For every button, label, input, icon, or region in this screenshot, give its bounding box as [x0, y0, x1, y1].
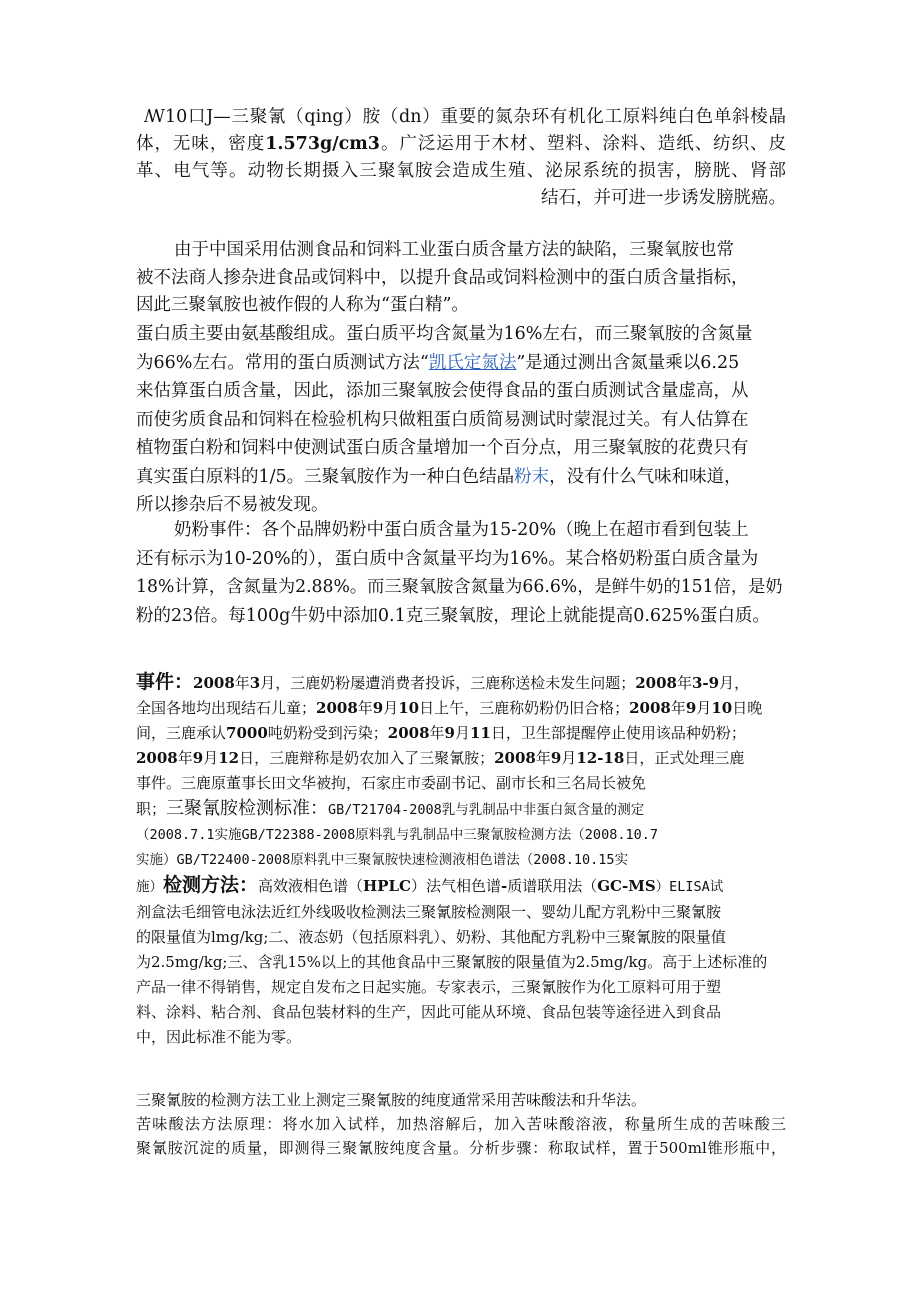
text-line: 料、涂料、粘合剂、食品包装材料的生产，因此可能从环境、食品包装等途径进入到食品 — [136, 1003, 722, 1021]
text-run: 日，正式处理三鹿 — [624, 749, 745, 767]
text-line: 粉的23倍。每100g牛奶中添加0.1克三聚氧胺，理论上就能提高0.625%蛋白质。 — [136, 605, 770, 626]
text-run: 2008 — [635, 674, 677, 692]
text-run: 2008 — [316, 699, 358, 717]
milk-powder-paragraph — [136, 516, 786, 630]
text-line — [136, 873, 786, 900]
protein-fraud-paragraph — [136, 237, 786, 320]
text-run: ）法气相色谱 — [410, 877, 501, 895]
text-run: 年 — [234, 674, 250, 692]
text-line — [136, 670, 786, 696]
text-line: 被不法商人掺杂进食品或饲料中，以提升食品或饲料检测中的蛋白质含量指标， — [136, 267, 749, 288]
text-run: GB/T21704-2008乳与乳制品中非蛋白氮含量的测定 — [328, 802, 645, 818]
text-run: 3 — [249, 674, 261, 692]
text-run: 2008 — [193, 674, 235, 692]
text-line: 奶粉事件：各个品牌奶粉中蛋白质含量为15-20%（晚上在超市看到包装上 — [174, 520, 749, 540]
text-run: 9 — [372, 699, 384, 717]
text-line: 18%计算，含氮量为2.88%。而三聚氧胺含氮量为66.6%，是鲜牛奶的151倍，是奶 — [136, 577, 783, 597]
text-run: 月 — [696, 699, 712, 717]
text-line: 苦味酸法方法原理：将水加入试样，加热溶解后，加入苦味酸溶液，称量所生成的苦味酸三 — [136, 1115, 786, 1133]
text-run: ”是通过测出含氮量乘以6.25 — [516, 352, 740, 373]
text-run: 职； — [136, 800, 167, 818]
text-run: 日，卫生部提醒停止使用该品种奶粉； — [490, 724, 746, 742]
text-run: 质谱联用法（ — [507, 877, 598, 895]
text-run: 月 — [454, 724, 470, 742]
text-line — [136, 158, 786, 185]
text-run: 月 — [383, 699, 399, 717]
text-run: 结石，并可进一步诱发膀胱癌。 — [541, 188, 786, 208]
powder-link[interactable]: 粉末 — [514, 466, 550, 487]
text-run: 年 — [676, 674, 692, 692]
text-run: 年 — [357, 699, 373, 717]
text-run: 年 — [535, 749, 551, 767]
text-line: 还有标示为10-20%的），蛋白质中含氮量平均为16%。某合格奶粉蛋白质含量为 — [136, 548, 759, 569]
text-line: 为2.5mg/kg;三、含乳15%以上的其他食品中三聚氰胺的限量值为2.5mg/kg。高于上述标准的 — [136, 953, 768, 971]
density-value: 1.573g/cm3 — [265, 134, 380, 154]
text-line: 产品一律不得销售，规定自发布之日起实施。专家表示，三聚氰胺作为化工原料可用于塑 — [136, 978, 722, 996]
text-line: 三聚氰胺的检测方法工业上测定三聚氰胺的纯度通常采用苦味酸法和升华法。 — [136, 1091, 647, 1109]
text-run: HPLC — [363, 877, 411, 895]
text-run: 3-9 — [692, 674, 720, 692]
text-run: 全国各地均出现结石儿童； — [136, 699, 317, 717]
text-line — [136, 696, 786, 721]
text-run: ）ELISA试 — [655, 879, 724, 895]
text-run: 2008 — [136, 749, 178, 767]
text-line — [136, 746, 786, 771]
text-run: 12-18 — [576, 749, 625, 767]
text-line: 中，因此标准不能为零。 — [136, 1028, 302, 1046]
kjeldahl-method-link[interactable]: 凯氏定氮法 — [428, 352, 517, 373]
text-run: 9 — [192, 749, 204, 767]
text-line: （2008.7.1实施GB/T22388-2008原料乳与乳制品中三聚氰胺检测方法（2008.10.7 — [136, 827, 658, 843]
text-line: 事件。三鹿原董事长田文华被拘，石家庄市委副书记、副市长和三名局长被免 — [136, 774, 647, 792]
text-line: 实施）GB/T22400-2008原料乳中三聚氰胺快速检测液相色谱法（2008.10.15实 — [136, 852, 629, 868]
text-run: GC-MS — [597, 877, 656, 895]
text-run: ，没有什么气味和味道， — [549, 466, 742, 487]
protein-composition-paragraph — [136, 320, 786, 520]
events-heading: 事件： — [136, 671, 194, 693]
text-run: 月 — [561, 749, 577, 767]
text-line: 而使劣质食品和饲料在检验机构只做粗蛋白质简易测试时蒙混过关。有人估算在 — [136, 409, 749, 430]
text-line: 剂盒法毛细管电泳法近红外线吸收检测法三聚氰胺检测限一、婴幼儿配方乳粉中三聚氰胺 — [136, 903, 722, 921]
text-line: 来估算蛋白质含量，因此，添加三聚氧胺会使得食品的蛋白质测试含量虚高，从 — [136, 381, 749, 401]
text-run: 9 — [685, 699, 697, 717]
text-line: 植物蛋白粉和饲料中使测试蛋白质含量增加一个百分点，用三聚氧胺的花费只有 — [136, 438, 749, 458]
text-run: 年 — [670, 699, 686, 717]
text-run: 为66%左右。常用的蛋白质测试方法“ — [136, 352, 429, 373]
text-line — [136, 104, 786, 131]
text-run: 月， — [719, 674, 750, 692]
text-run: 11 — [470, 724, 491, 742]
text-line — [136, 721, 786, 746]
text-run: 9 — [444, 724, 455, 742]
text-run: 。广泛运用于木材、塑料、涂料、造纸、纺织、皮 — [379, 134, 787, 154]
text-run: 日，三鹿辩称是奶农加入了三聚氰胺； — [239, 749, 495, 767]
text-run: 2008 — [387, 724, 430, 742]
text-run: 年 — [177, 749, 193, 767]
text-run: 2008 — [494, 749, 536, 767]
text-run: 10 — [711, 699, 733, 717]
text-run: 间，三鹿承认 — [136, 724, 227, 742]
text-line: 聚氰胺沉淀的质量，即测得三聚氰胺纯度含量。分析步骤：称取试样，置于500ml锥形瓶中， — [136, 1139, 786, 1157]
text-run: 体，无味，密度 — [136, 134, 266, 154]
text-line: 所以掺杂后不易被发现。 — [136, 495, 329, 515]
text-run: 12 — [218, 749, 240, 767]
text-run: 革、电气等。动物长期摄入三聚氧胺会造成生殖、泌尿系统的损害，膀胱、肾部 — [136, 161, 786, 181]
text-line — [136, 185, 786, 212]
text-line — [136, 463, 786, 492]
text-run: 高效液相色谱（ — [258, 877, 364, 895]
text-line — [136, 131, 786, 158]
text-run: 月 — [203, 749, 219, 767]
text-line: 因此三聚氧胺也被作假的人称为“蛋白精”。 — [136, 295, 469, 315]
text-run: 年 — [429, 724, 445, 742]
text-run: 日晚 — [732, 699, 763, 717]
standards-heading: 三聚氰胺检测标准： — [166, 798, 329, 819]
text-run: ꟿ10口J—三聚氰（qing）胺（dn）重要的氮杂环有机化工原料纯白色单斜棱晶 — [144, 107, 786, 127]
text-run: 10 — [398, 699, 420, 717]
intro-paragraph — [136, 104, 786, 212]
events-section — [136, 670, 786, 1050]
text-run: 月，三鹿奶粉屡遭消费者投诉，三鹿称送检未发生问题； — [260, 674, 636, 692]
text-line: 由于中国采用估测食品和饲料工业蛋白质含量方法的缺陷，三聚氧胺也常 — [174, 240, 734, 260]
text-line: 蛋白质主要由氨基酸组成。蛋白质平均含氮量为16%左右，而三聚氧胺的含氮量 — [136, 324, 753, 344]
text-run: 9 — [550, 749, 562, 767]
text-run: 真实蛋白原料的1/5。三聚氧胺作为一种白色结晶 — [136, 466, 515, 487]
text-run: 施） — [136, 879, 163, 895]
text-run: 日上午，三鹿称奶粉仍旧合格； — [419, 699, 630, 717]
methods-heading: 检测方法： — [163, 874, 259, 896]
text-run: 2008 — [629, 699, 671, 717]
text-run: 吨奶粉受到污染； — [267, 724, 388, 742]
text-line — [136, 349, 786, 378]
text-run: - — [500, 877, 508, 895]
text-line — [136, 796, 786, 823]
text-line: 的限量值为lmg/kg;二、液态奶（包括原料乳）、奶粉、其他配方乳粉中三聚氰胺的限量值 — [136, 928, 726, 946]
detection-methods-section — [136, 1088, 786, 1160]
text-run: 7000 — [226, 724, 268, 742]
